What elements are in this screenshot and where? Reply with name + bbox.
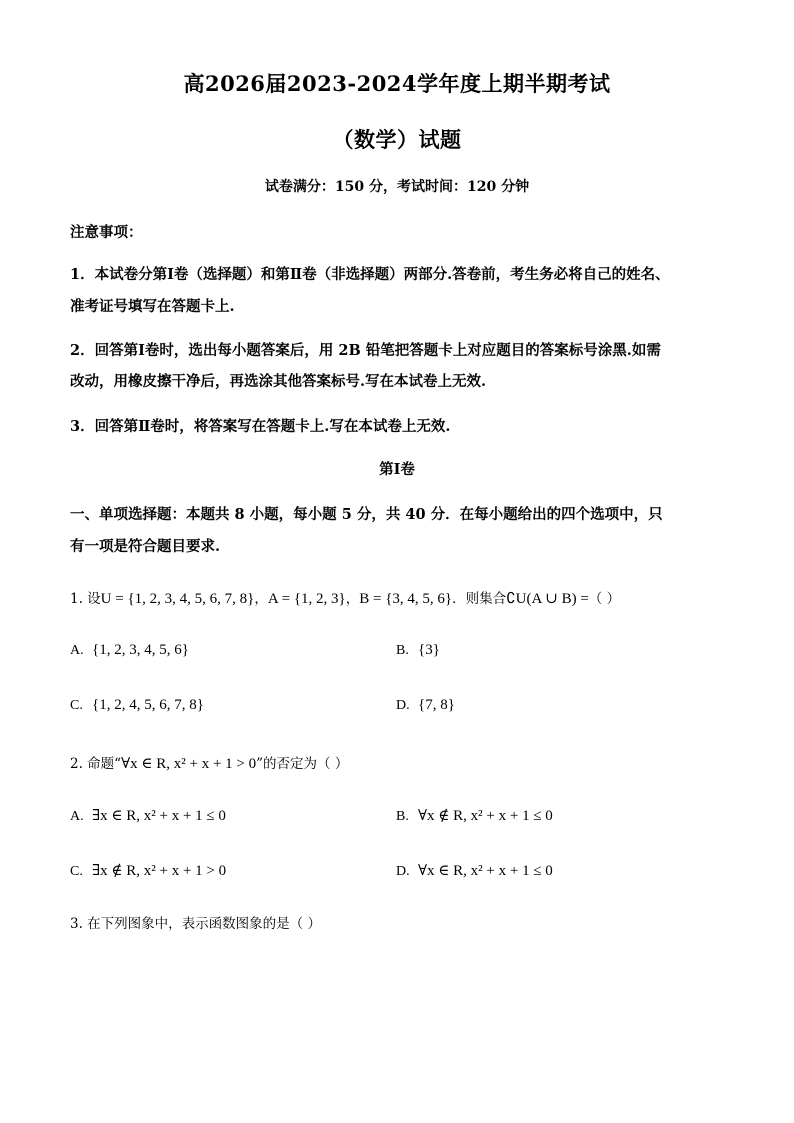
exam-info: 试卷满分：150 分，考试时间：120 分钟 bbox=[264, 179, 530, 195]
q1-sep-2: ， bbox=[345, 591, 360, 607]
note-2-line-1: 2．回答第Ⅰ卷时，选出每小题答案后，用 2B 铅笔把答题卡上对应题目的答案标号涂黑.如需 bbox=[70, 342, 661, 359]
q1-set-u: U = {1, 2, 3, 4, 5, 6, 7, 8} bbox=[100, 591, 255, 607]
option-value: {1, 2, 4, 5, 6, 7, 8} bbox=[92, 697, 204, 713]
q1-set-a: A = {1, 2, 3} bbox=[267, 591, 346, 607]
q2-option-b bbox=[396, 806, 553, 825]
option-label: D. bbox=[396, 698, 410, 713]
q1-sep-1: ， bbox=[254, 591, 268, 607]
q2-option-d bbox=[396, 861, 553, 880]
option-label: D. bbox=[396, 864, 410, 879]
question-1 bbox=[70, 587, 620, 608]
section-heading-line-2: 有一项是符合题目要求. bbox=[70, 538, 221, 555]
exam-title: 高2026届2023-2024学年度上期半期考试 bbox=[183, 71, 611, 96]
note-1-line-1: 1．本试卷分第Ⅰ卷（选择题）和第Ⅱ卷（非选择题）两部分.答卷前，考生务必将自己的姓名、 bbox=[70, 266, 670, 283]
q2-prefix: 2. 命题“ bbox=[70, 756, 122, 772]
option-value: {1, 2, 3, 4, 5, 6} bbox=[92, 642, 189, 658]
q2-suffix: ”的否定为（ ） bbox=[256, 756, 349, 772]
question-3: 3. 在下列图象中，表示函数图象的是（ ） bbox=[70, 916, 321, 932]
q2-option-c bbox=[70, 861, 226, 880]
option-label: C. bbox=[70, 698, 83, 713]
option-label: C. bbox=[70, 864, 83, 879]
option-label: A. bbox=[70, 643, 84, 658]
section-title: 第Ⅰ卷 bbox=[379, 461, 415, 478]
option-label: A. bbox=[70, 809, 84, 824]
q1-option-b bbox=[396, 642, 440, 659]
q1-expression: ∁U(A ∪ B) = bbox=[506, 591, 589, 607]
option-value: {7, 8} bbox=[418, 697, 455, 713]
option-label: B. bbox=[396, 643, 409, 658]
note-3: 3．回答第Ⅱ卷时，将答案写在答题卡上.写在本试卷上无效. bbox=[70, 418, 451, 435]
q1-option-a bbox=[70, 642, 189, 659]
section-heading-line-1: 一、单项选择题：本题共 8 小题，每小题 5 分，共 40 分．在每小题给出的四个选项中，只 bbox=[70, 506, 663, 523]
option-value: ∀x ∈ R, x² + x + 1 ≤ 0 bbox=[418, 863, 553, 879]
q1-prefix: 1. 设 bbox=[70, 591, 101, 607]
q1-option-c bbox=[70, 697, 204, 714]
option-value: ∃x ∉ R, x² + x + 1 > 0 bbox=[92, 863, 227, 879]
q1-mid: ．则集合 bbox=[452, 591, 507, 607]
q1-set-b: B = {3, 4, 5, 6} bbox=[359, 591, 453, 607]
q1-answer-paren: （ ） bbox=[588, 591, 621, 607]
option-label: B. bbox=[396, 809, 409, 824]
option-value: ∀x ∉ R, x² + x + 1 ≤ 0 bbox=[418, 808, 553, 824]
question-2 bbox=[70, 752, 348, 773]
q2-option-a bbox=[70, 806, 226, 825]
note-2-line-2: 改动，用橡皮擦干净后，再选涂其他答案标号.写在本试卷上无效. bbox=[70, 373, 487, 390]
q1-option-d bbox=[396, 697, 455, 714]
q2-proposition: ∀x ∈ R, x² + x + 1 > 0 bbox=[121, 756, 257, 772]
option-value: ∃x ∈ R, x² + x + 1 ≤ 0 bbox=[92, 808, 226, 824]
exam-subtitle: （数学）试题 bbox=[332, 127, 462, 152]
option-value: {3} bbox=[418, 642, 440, 658]
notes-heading: 注意事项： bbox=[70, 224, 143, 241]
note-1-line-2: 准考证号填写在答题卡上. bbox=[70, 298, 235, 315]
